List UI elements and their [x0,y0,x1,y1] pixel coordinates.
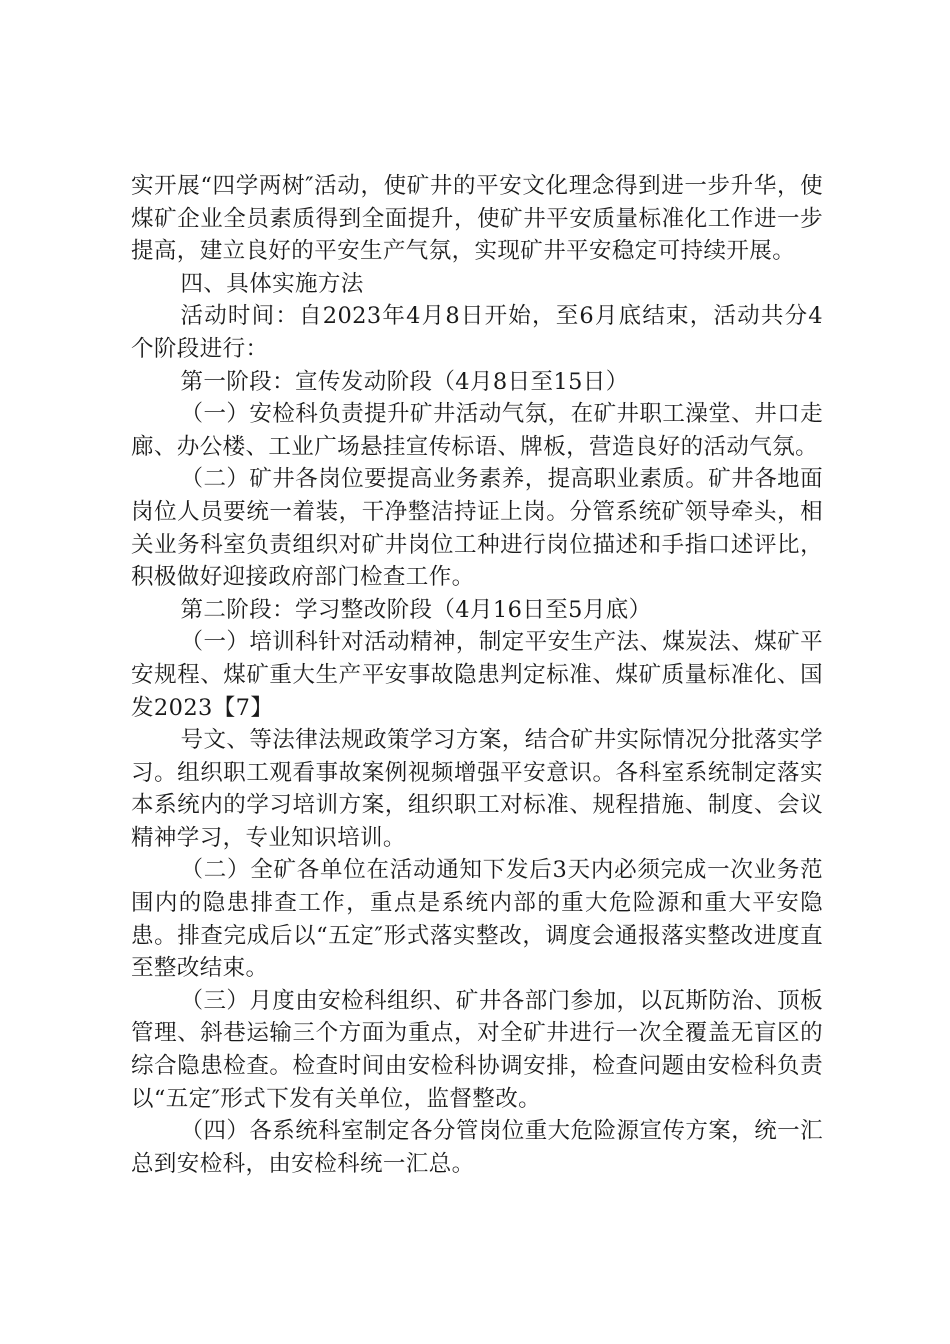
stage2-item-1-continued: 号文、等法律法规政策学习方案，结合矿井实际情况分批落实学习。组织职工观看事故案例视频增强平安意识。各科室系统制定落实本系统内的学习培训方案，组织职工对标准、规程措施、制度、会议精神学习，专业知识培训。 [131,727,823,851]
stage2-item-3: （三）月度由安检科组织、矿井各部门参加，以瓦斯防治、顶板管理、斜巷运输三个方面为重点，对全矿井进行一次全覆盖无盲区的综合隐患检查。检查时间由安检科协调安排，检查问题由安检科负责以“五定″形式下发有关单位，监督整改。 [131,987,823,1112]
stage2-item-2: （二）全矿各单位在活动通知下发后3天内必须完成一次业务范围内的隐患排查工作，重点是系统内部的重大危险源和重大平安隐患。排查完成后以“五定″形式落实整改，调度会通报落实整改进度直至整改结束。 [131,857,823,982]
stage-heading-1: 第一阶段：宣传发动阶段（4月8日至15日） [180,368,629,395]
section-heading-implementation: 四、具体实施方法 [180,270,364,297]
document-body [131,170,823,1180]
paragraph-activity-time: 活动时间：自2023年4月8日开始，至6月底结束，活动共分4个阶段进行： [131,303,823,362]
paragraph-continuation: 实开展“四学两树″活动，使矿井的平安文化理念得到进一步升华，使煤矿企业全员素质得到全面提升，使矿井平安质量标准化工作进一步提高，建立良好的平安生产气氛，实现矿井平安稳定可持续开展。 [131,173,823,265]
stage-heading-2: 第二阶段：学习整改阶段（4月16日至5月底） [180,596,652,623]
stage1-item-1: （一）安检科负责提升矿井活动气氛，在矿井职工澡堂、井口走廊、办公楼、工业广场悬挂宣传标语、牌板，营造良好的活动气氛。 [131,401,823,460]
stage2-item-4: （四）各系统科室制定各分管岗位重大危险源宣传方案，统一汇总到安检科，由安检科统一汇总。 [131,1118,823,1177]
stage1-item-2: （二）矿井各岗位要提高业务素养，提高职业素质。矿井各地面岗位人员要统一着装，干净整洁持证上岗。分管系统矿领导牵头，相关业务科室负责组织对矿井岗位工种进行岗位描述和手指口述评比，积极做好迎接政府部门检查工作。 [131,466,823,591]
stage2-item-1: （一）培训科针对活动精神，制定平安生产法、煤炭法、煤矿平安规程、煤矿重大生产平安事故隐患判定标准、煤矿质量标准化、国发2023【7】 [131,629,823,721]
